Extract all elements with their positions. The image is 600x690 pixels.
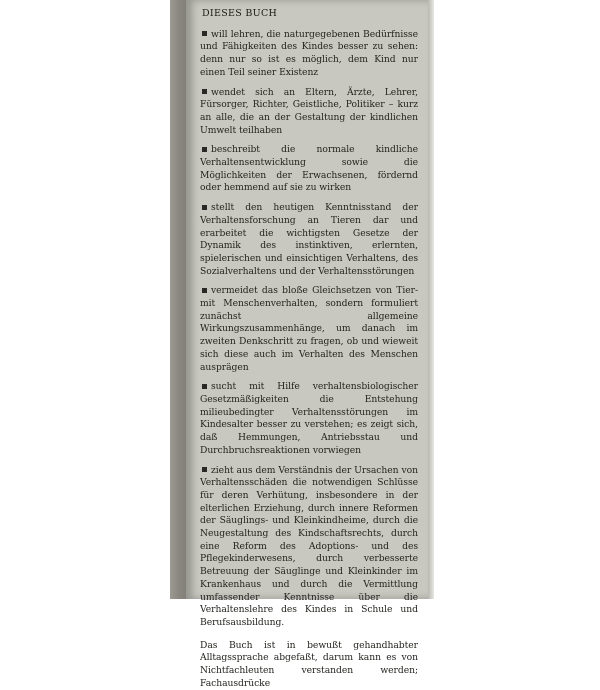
bullet-text: stellt den heutigen Kenntnisstand der Verhaltensforschung an Tieren dar und erarbeitet die wichtigsten Gesetze der Dynamik des instinktiven, erlernten, spielerischen und einsichtigen Verhaltens, des Sozialverhaltens und der Verhaltensstörungen: [200, 202, 418, 277]
flap-right-edge: [428, 0, 434, 599]
bullet-text: will lehren, die naturgegebenen Bedürfnisse und Fähigkeiten des Kindes besser zu sehen: denn nur so ist es möglich, dem Kind nur einen Teil seiner Existenz: [200, 28, 418, 78]
bullet-text: zieht aus dem Verständnis der Ursachen von Verhaltensschäden die notwendigen Schlüsse für deren Verhütung, insbesondere in der elterlichen Erziehung, durch innere Reformen der Säuglings- und Kleinkindheime, durch die Neugestaltung des Kindschaftsrechts, durch eine Reform des Adoptions- und des Pflegekinderwesens, durch verbesserte Betreuung der Säuglinge und Kleinkinder im Krankenhaus und durch die Vermittlung umfassender Kenntnisse über die Verhaltenslehre des Kindes in Schule und Berufsausbildung.: [200, 464, 418, 628]
bullet-item: [200, 465, 418, 630]
bullet-item: [200, 202, 418, 278]
bullet-item: [200, 285, 418, 374]
bullet-text: wendet sich an Eltern, Ärzte, Lehrer, Fürsorger, Richter, Geistliche, Politiker – kurz an alle, die an der Gestaltung der kindlichen Umwelt teilhaben: [200, 86, 418, 136]
bullet-square-icon: [202, 147, 207, 152]
bullet-square-icon: [202, 288, 207, 293]
bullet-item: [200, 29, 418, 80]
bullet-square-icon: [202, 89, 207, 94]
bullet-text: vermeidet das bloße Gleichsetzen von Tier- mit Menschenverhalten, sondern formuliert zunächst allgemeine Wirkungszusammenhänge, um danach im zweiten Denkschritt zu fragen, ob und wieweit sich diese auch im Verhalten des Menschen ausprägen: [200, 285, 418, 373]
bullet-text: sucht mit Hilfe verhaltensbiologischer Gesetzmäßigkeiten die Entstehung milieubedingter Verhaltensstörungen im Kindesalter besser zu verstehen; es zeigt sich, daß Hemmungen, Antriebsstau und Durchbruchsreaktionen vorwiegen: [200, 381, 418, 456]
bullet-square-icon: [202, 31, 207, 36]
closing-paragraph: Das Buch ist in bewußt gehandhabter Alltagssprache abgefaßt, darum kann es von Nichtfachleuten verstanden werden; Fachausdrücke: [200, 639, 418, 689]
bullet-item: [200, 144, 418, 195]
flap-text: [200, 8, 418, 690]
book-jacket-flap: [186, 0, 428, 689]
flap-heading: DIESES BUCH: [202, 8, 278, 19]
bullet-item: [200, 87, 418, 138]
bullet-text: beschreibt die normale kindliche Verhaltensentwicklung sowie die Möglichkeiten der Erwachsenen, fördernd oder hemmend auf sie zu wirken: [200, 144, 418, 194]
bullet-item: [200, 381, 418, 457]
bullet-square-icon: [202, 384, 207, 389]
bullet-square-icon: [202, 467, 207, 472]
bullet-square-icon: [202, 205, 207, 210]
